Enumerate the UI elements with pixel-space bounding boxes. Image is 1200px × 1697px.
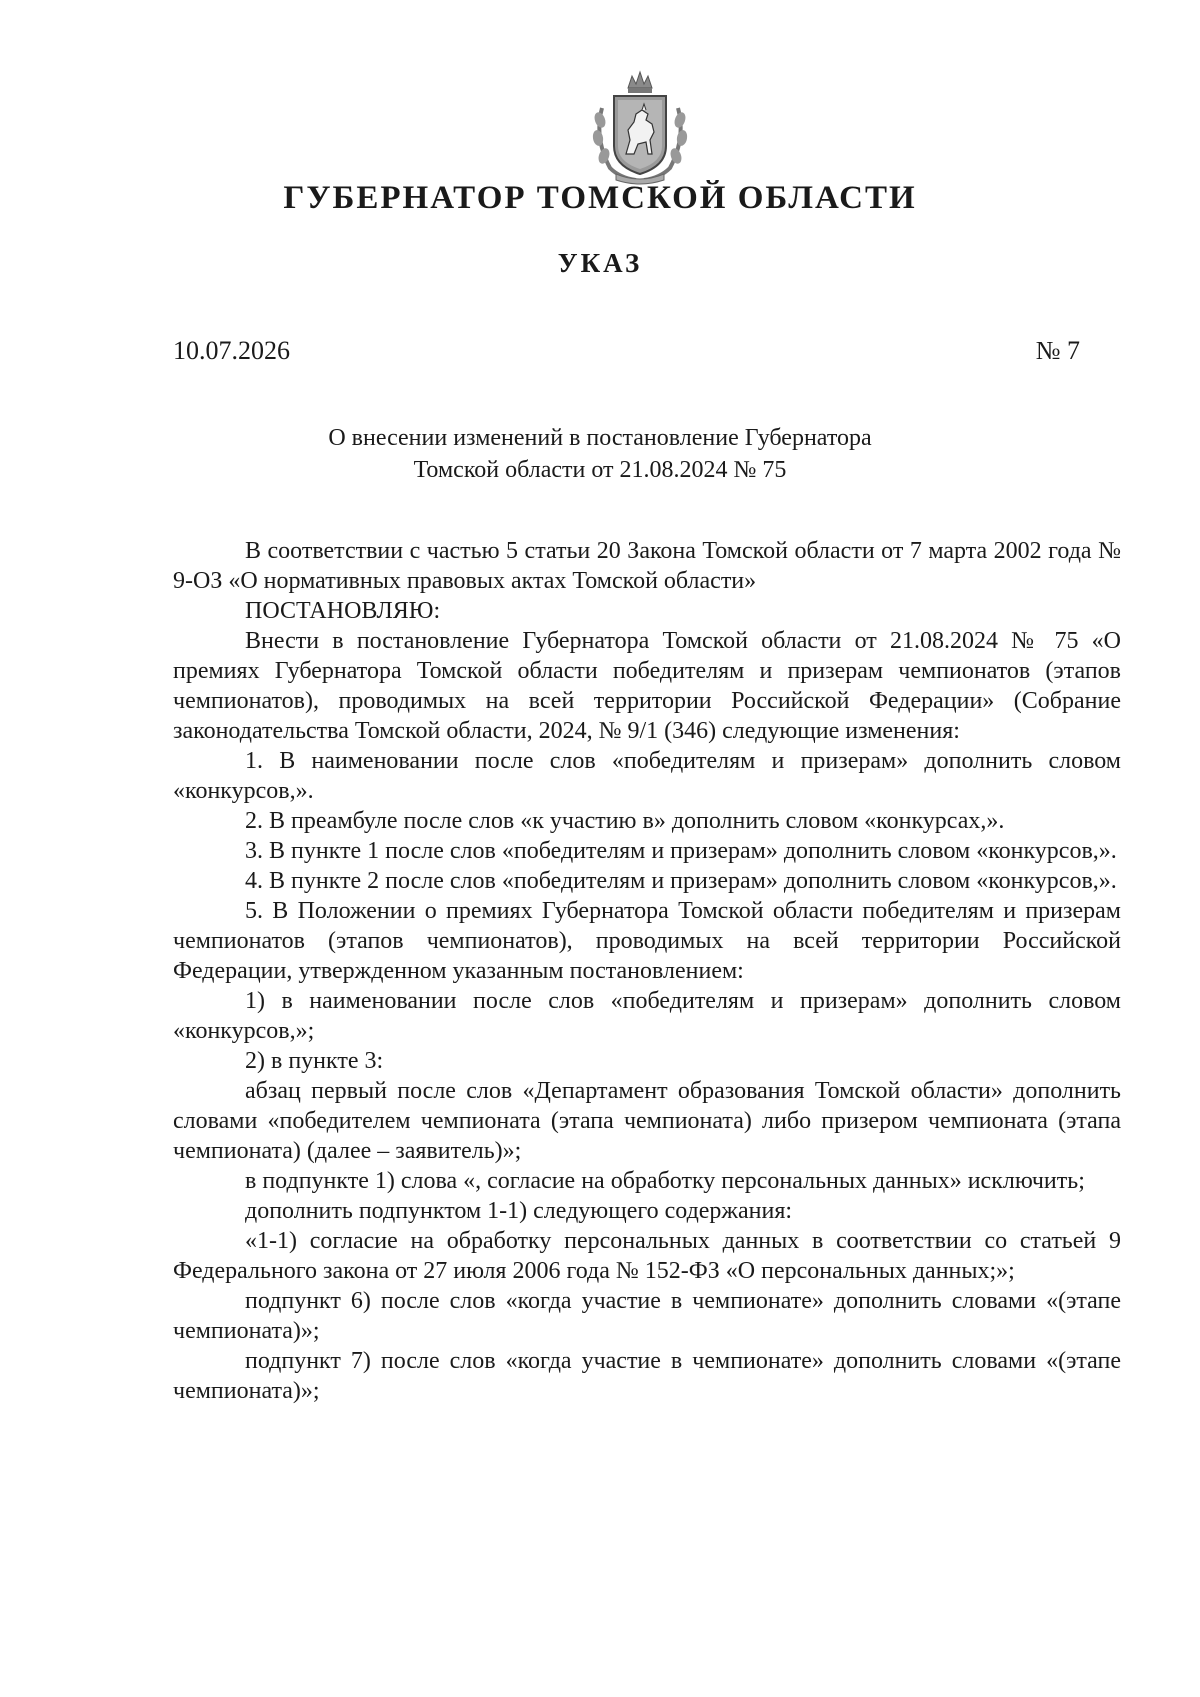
resolution-word: ПОСТАНОВЛЯЮ:: [245, 598, 441, 624]
body-paragraph: 1) в наименовании после слов «победителям и призерам» дополнить словом «конкурсов,»;: [173, 988, 1121, 1044]
body-paragraph: Внести в постановление Губернатора Томской области от 21.08.2024 № 75 «О премиях Губернатора Томской области победителям и призерам чемпионатов (этапов чемпионатов), проводимых на всей территории Российской Федерации» (Собрание законодательства Томской области, 2024, № 9/1 (346) следующие изменения:: [173, 628, 1121, 744]
document-subject: [0, 422, 1200, 486]
subject-line: Томской области от 21.08.2024 № 75: [413, 457, 787, 483]
body-paragraph: 5. В Положении о премиях Губернатора Томской области победителям и призерам чемпионатов (этапов чемпионатов), проводимых на всей территории Российской Федерации, утвержденном указанным постановлением:: [173, 898, 1121, 984]
body-paragraph: 2. В преамбуле после слов «к участию в» дополнить словом «конкурсах,».: [245, 808, 1005, 834]
body-paragraph: дополнить подпунктом 1-1) следующего содержания:: [245, 1198, 793, 1224]
body-paragraph: в подпункте 1) слова «, согласие на обработку персональных данных» исключить;: [245, 1168, 1085, 1194]
document-number: № 7: [1035, 336, 1080, 365]
tomsk-region-coat-of-arms-icon: [580, 68, 700, 188]
preamble-paragraph: В соответствии с частью 5 статьи 20 Закона Томской области от 7 марта 2002 года № 9-ОЗ «О нормативных правовых актах Томской области»: [173, 538, 1121, 594]
body-paragraph: «1-1) согласие на обработку персональных данных в соответствии со статьей 9 Федерального закона от 27 июля 2006 года № 152-ФЗ «О персональных данных;»;: [173, 1228, 1121, 1284]
document-body: [173, 536, 1121, 1406]
document-type-title: УКАЗ: [557, 248, 643, 278]
body-paragraph: 3. В пункте 1 после слов «победителям и призерам» дополнить словом «конкурсов,».: [245, 838, 1117, 864]
document-date: 10.07.2026: [173, 336, 290, 365]
issuing-authority-title: ГУБЕРНАТОР ТОМСКОЙ ОБЛАСТИ: [283, 180, 917, 216]
body-paragraph: 2) в пункте 3:: [245, 1048, 384, 1074]
body-paragraph: абзац первый после слов «Департамент образования Томской области» дополнить словами «победителем чемпионата (этапа чемпионата) либо призером чемпионата (этапа чемпионата) (далее – заявитель)»;: [173, 1078, 1121, 1164]
body-paragraph: подпункт 7) после слов «когда участие в чемпионате» дополнить словами «(этапе чемпионата)»;: [173, 1348, 1121, 1404]
body-paragraph: 1. В наименовании после слов «победителям и призерам» дополнить словом «конкурсов,».: [173, 748, 1121, 804]
body-paragraph: 4. В пункте 2 после слов «победителям и призерам» дополнить словом «конкурсов,».: [245, 868, 1117, 894]
body-paragraph: подпункт 6) после слов «когда участие в чемпионате» дополнить словами «(этапе чемпионата)»;: [173, 1288, 1121, 1344]
subject-line: О внесении изменений в постановление Губернатора: [328, 425, 872, 451]
